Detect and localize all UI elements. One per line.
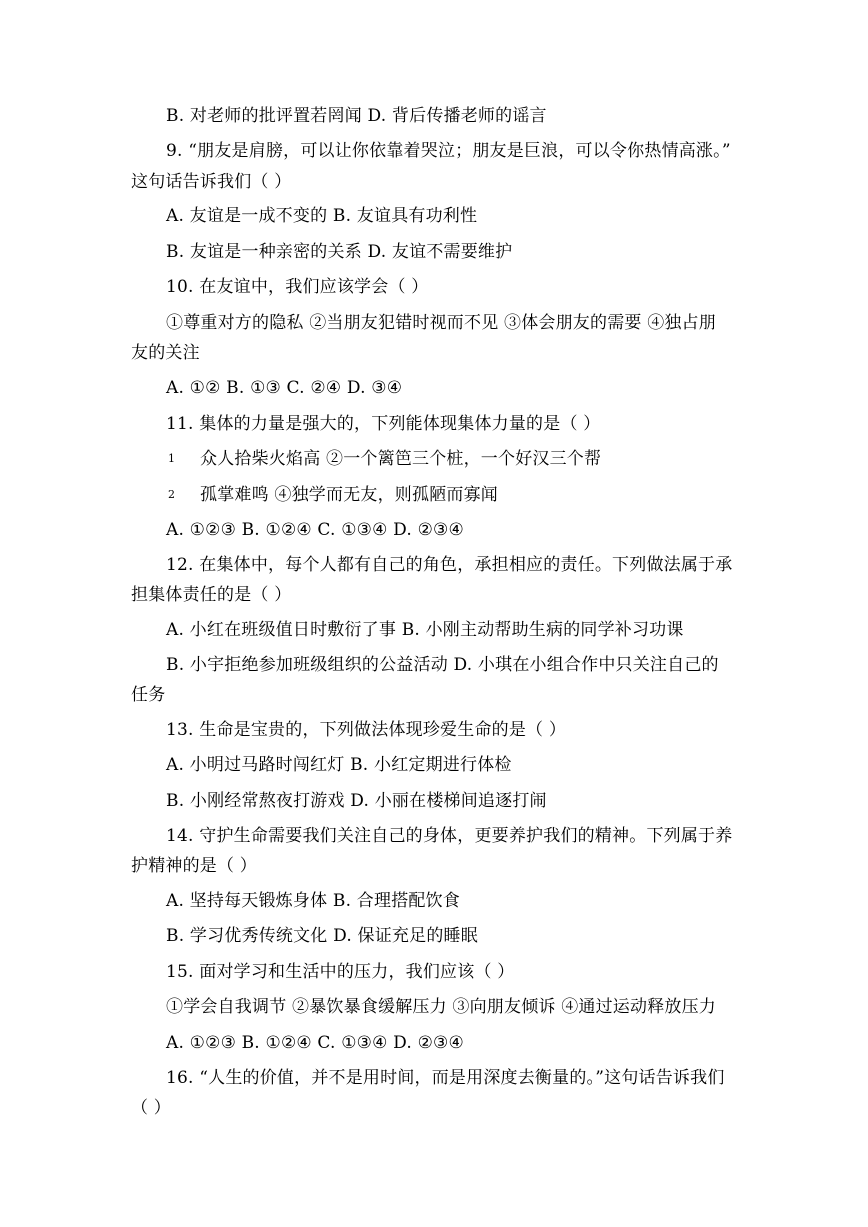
question-12-options-2-cont: 任务 — [131, 685, 166, 705]
question-11-choice-1 — [166, 448, 601, 470]
question-10-stem: 10. 在友谊中，我们应该学会（ ） — [166, 277, 429, 297]
question-14-stem: 14. 守护生命需要我们关注自己的身体，更要养护我们的精神。下列属于养 — [166, 826, 733, 846]
question-12-options-2: B. 小宇拒绝参加班级组织的公益活动 D. 小琪在小组合作中只关注自己的 — [166, 655, 719, 675]
question-12-stem: 12. 在集体中，每个人都有自己的角色，承担相应的责任。下列做法属于承 — [166, 555, 733, 575]
question-9-options-2: B. 友谊是一种亲密的关系 D. 友谊不需要维护 — [166, 242, 513, 262]
question-13-options-2: B. 小刚经常熬夜打游戏 D. 小丽在楼梯间追逐打闹 — [166, 791, 547, 811]
question-12-stem-cont: 担集体责任的是（ ） — [131, 585, 292, 605]
question-16-stem-cont: （ ） — [131, 1098, 172, 1118]
choice-text: 孤掌难鸣 ④独学而无友，则孤陋而寡闻 — [200, 485, 499, 505]
question-16-stem: 16. “人生的价值，并不是用时间，而是用深度去衡量的。”这句话告诉我们 — [166, 1068, 725, 1088]
list-marker: 2 — [168, 488, 176, 501]
question-10-options: A. ①② B. ①③ C. ②④ D. ③④ — [166, 378, 403, 398]
question-14-options-1: A. 坚持每天锻炼身体 B. 合理搭配饮食 — [166, 891, 460, 911]
option-line: B. 对老师的批评置若罔闻 D. 背后传播老师的谣言 — [166, 106, 547, 126]
choice-text: 众人拾柴火焰高 ②一个篱笆三个桩，一个好汉三个帮 — [200, 449, 602, 469]
question-15-stem: 15. 面对学习和生活中的压力，我们应该（ ） — [166, 962, 515, 982]
list-marker: 1 — [168, 452, 176, 465]
question-13-stem: 13. 生命是宝贵的，下列做法体现珍爱生命的是（ ） — [166, 720, 567, 740]
question-9-stem-cont: 这句话告诉我们（ ） — [131, 172, 292, 192]
question-13-options-1: A. 小明过马路时闯红灯 B. 小红定期进行体检 — [166, 755, 512, 775]
question-10-choices: ①尊重对方的隐私 ②当朋友犯错时视而不见 ③体会朋友的需要 ④独占朋 — [166, 313, 717, 333]
question-11-stem: 11. 集体的力量是强大的，下列能体现集体力量的是（ ） — [166, 414, 601, 434]
question-15-options: A. ①②③ B. ①②④ C. ①③④ D. ②③④ — [166, 1033, 464, 1053]
question-10-choices-cont: 友的关注 — [131, 343, 200, 363]
question-9-stem: 9. “朋友是肩膀，可以让你依靠着哭泣；朋友是巨浪，可以令你热情高涨。” — [166, 141, 731, 161]
question-11-choice-2 — [166, 484, 498, 506]
question-14-options-2: B. 学习优秀传统文化 D. 保证充足的睡眠 — [166, 926, 478, 946]
question-9-options-1: A. 友谊是一成不变的 B. 友谊具有功利性 — [166, 206, 478, 226]
question-12-options-1: A. 小红在班级值日时敷衍了事 B. 小刚主动帮助生病的同学补习功课 — [166, 620, 684, 640]
question-11-options: A. ①②③ B. ①②④ C. ①③④ D. ②③④ — [166, 520, 464, 540]
question-14-stem-cont: 护精神的是（ ） — [131, 856, 258, 876]
question-15-choices: ①学会自我调节 ②暴饮暴食缓解压力 ③向朋友倾诉 ④通过运动释放压力 — [166, 997, 717, 1017]
